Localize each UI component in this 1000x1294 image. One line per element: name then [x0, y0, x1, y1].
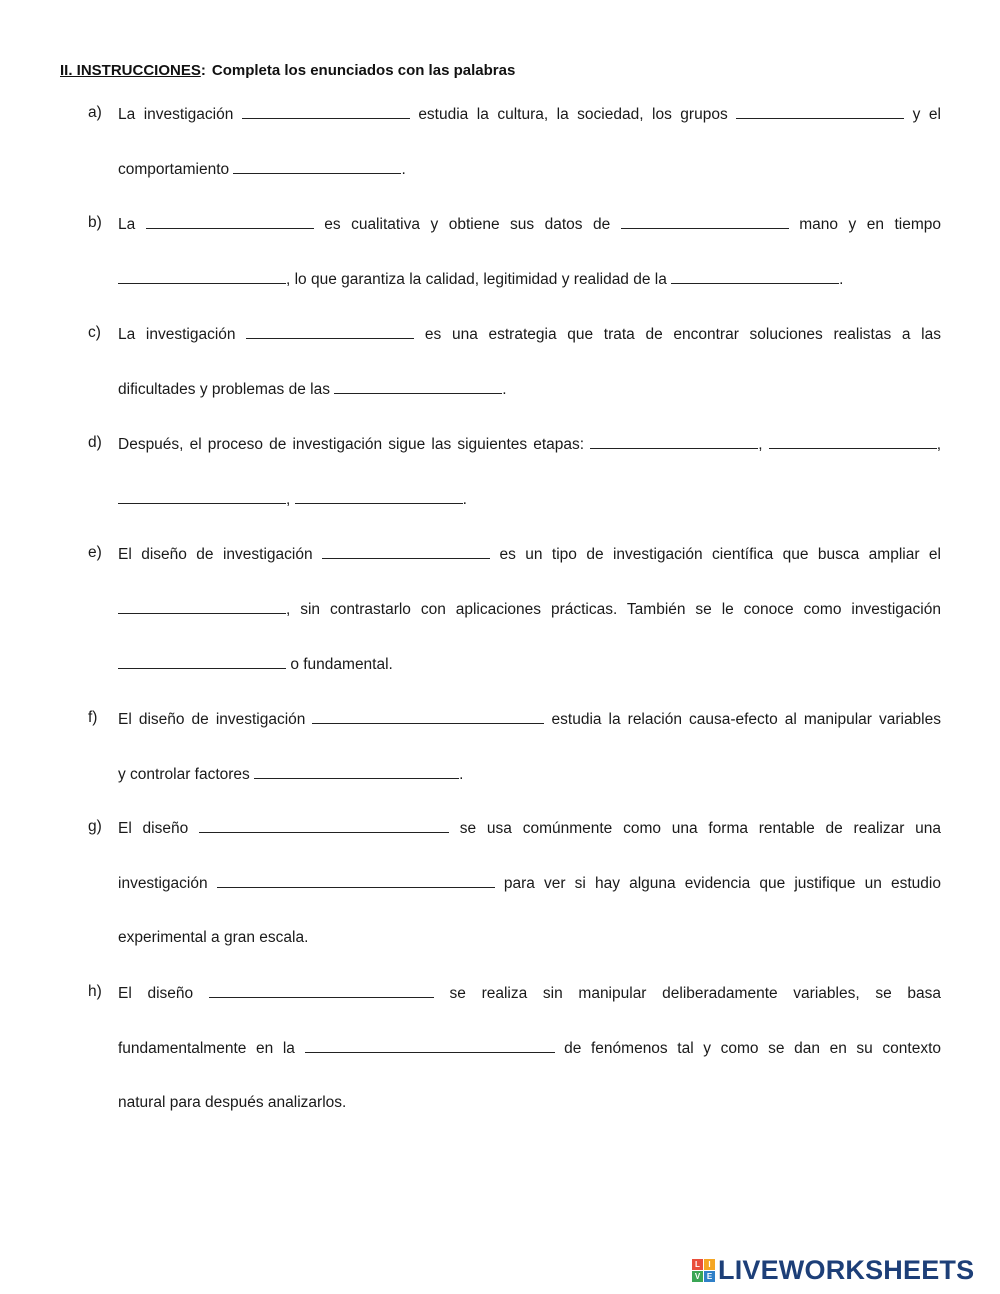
- answer-blank[interactable]: [590, 434, 758, 449]
- answer-blank[interactable]: [118, 654, 286, 669]
- answer-blank[interactable]: [736, 104, 904, 119]
- question-line: El diseño de investigación es un tipo de investigación científica que busca ampliar el: [118, 546, 941, 563]
- question-line: , .: [118, 489, 941, 510]
- question-line: natural para después analizarlos.: [118, 1094, 347, 1111]
- logo-mark-icon: [692, 1259, 715, 1282]
- question-line: , sin contrastarlo con aplicaciones prácticas. También se le conoce como investigación: [118, 599, 941, 620]
- logo-mark-tile: I: [704, 1259, 715, 1270]
- answer-blank[interactable]: [621, 214, 789, 229]
- question-letter: f): [88, 709, 98, 726]
- question-line: comportamiento .: [118, 161, 406, 178]
- question-line: o fundamental.: [118, 654, 941, 675]
- question-letter: e): [88, 544, 102, 561]
- instructions-heading: II. INSTRUCCIONES: Completa los enunciados con las palabras: [60, 62, 516, 79]
- question-letter: d): [88, 434, 102, 451]
- question-line: La investigación es una estrategia que trata de encontrar soluciones realistas a las: [118, 326, 941, 343]
- answer-blank[interactable]: [146, 214, 314, 229]
- question-letter: c): [88, 324, 101, 341]
- answer-blank[interactable]: [322, 544, 490, 559]
- answer-blank[interactable]: [305, 1038, 555, 1053]
- question-letter: a): [88, 104, 102, 121]
- question-line: Después, el proceso de investigación sigue las siguientes etapas: , ,: [118, 436, 941, 453]
- question-letter: b): [88, 214, 102, 231]
- logo-text: LIVEWORKSHEETS: [718, 1254, 975, 1285]
- question-letter: g): [88, 818, 102, 835]
- answer-blank[interactable]: [254, 764, 459, 779]
- answer-blank[interactable]: [118, 489, 286, 504]
- question-line: experimental a gran escala.: [118, 929, 309, 946]
- question-line: El diseño se realiza sin manipular deliberadamente variables, se basa: [118, 985, 941, 1002]
- answer-blank[interactable]: [246, 324, 414, 339]
- logo-mark-tile: E: [704, 1271, 715, 1282]
- answer-blank[interactable]: [233, 159, 401, 174]
- answer-blank[interactable]: [312, 709, 544, 724]
- question-line: fundamentalmente en la de fenómenos tal y como se dan en su contexto: [118, 1040, 941, 1057]
- liveworksheets-logo: [692, 1255, 974, 1285]
- answer-blank[interactable]: [242, 104, 410, 119]
- answer-blank[interactable]: [295, 489, 463, 504]
- question-line: investigación para ver si hay alguna evidencia que justifique un estudio: [118, 875, 941, 892]
- answer-blank[interactable]: [209, 983, 434, 998]
- question-line: La es cualitativa y obtiene sus datos de mano y en tiempo: [118, 216, 941, 233]
- answer-blank[interactable]: [199, 818, 449, 833]
- question-line: dificultades y problemas de las .: [118, 381, 507, 398]
- question-line: El diseño de investigación estudia la relación causa-efecto al manipular variables: [118, 711, 941, 728]
- heading-instruction: Completa los enunciados con las palabras: [211, 62, 516, 79]
- answer-blank[interactable]: [334, 379, 502, 394]
- question-letter: h): [88, 983, 102, 1000]
- heading-label: II. INSTRUCCIONES: [60, 62, 201, 79]
- answer-blank[interactable]: [118, 599, 286, 614]
- logo-mark-tile: V: [692, 1271, 703, 1282]
- logo-mark-tile: L: [692, 1259, 703, 1270]
- answer-blank[interactable]: [217, 873, 495, 888]
- question-line: El diseño se usa comúnmente como una forma rentable de realizar una: [118, 820, 941, 837]
- question-line: La investigación estudia la cultura, la sociedad, los grupos y el: [118, 106, 941, 123]
- question-line: , lo que garantiza la calidad, legitimidad y realidad de la .: [118, 269, 941, 290]
- question-line: y controlar factores .: [118, 766, 464, 783]
- answer-blank[interactable]: [671, 269, 839, 284]
- answer-blank[interactable]: [118, 269, 286, 284]
- answer-blank[interactable]: [769, 434, 937, 449]
